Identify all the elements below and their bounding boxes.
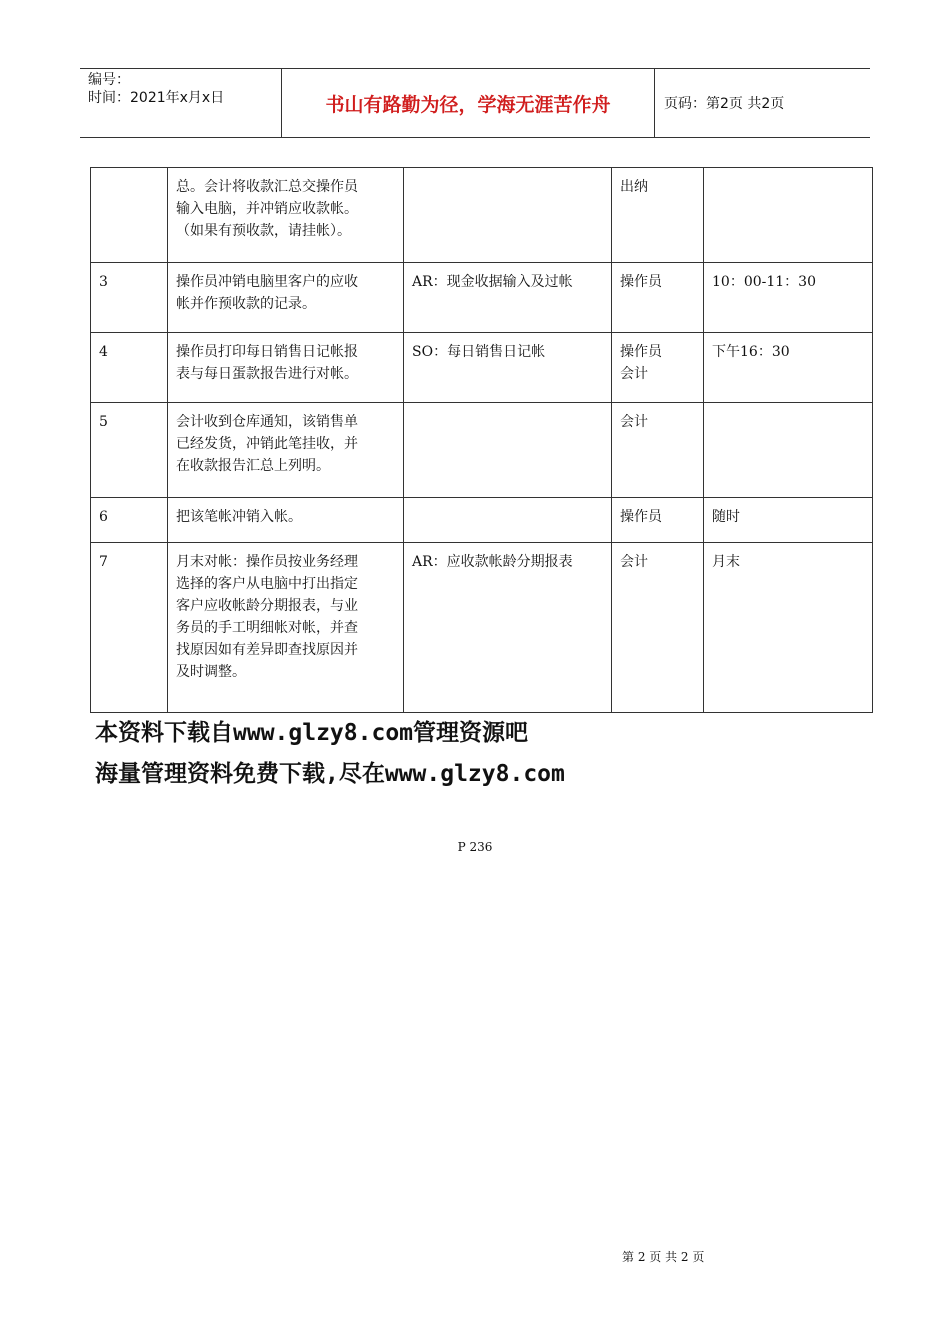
table-row xyxy=(91,498,873,543)
cell-role xyxy=(612,498,704,543)
cell-text: AR：应收款帐龄分期报表 xyxy=(412,554,573,570)
header-page-info: 页码：第2页 共2页 xyxy=(664,96,785,112)
cell-desc xyxy=(168,263,404,333)
cell-system xyxy=(404,543,612,713)
cell-text: 3 xyxy=(99,274,108,290)
cell-desc xyxy=(168,403,404,498)
page-header xyxy=(80,68,870,138)
cell-text: 下午16：30 xyxy=(712,344,790,360)
doc-time-label: 时间：2021年x月x日 xyxy=(88,90,225,106)
cell-text: 随时 xyxy=(712,509,740,525)
cell-desc xyxy=(168,333,404,403)
cell-desc xyxy=(168,543,404,713)
table-row xyxy=(91,168,873,263)
cell-role xyxy=(612,168,704,263)
cell-text: 把该笔帐冲销入帐。 xyxy=(176,509,302,525)
page-footer: 第 2 页 共 2 页 xyxy=(622,1250,705,1264)
watermark-line-2: 海量管理资料免费下载,尽在www.glzy8.com xyxy=(95,761,565,787)
cell-no xyxy=(91,168,168,263)
cell-text: 会计 xyxy=(620,414,648,430)
cell-text: 操作员打印每日销售日记帐报 表与每日蛋款报告进行对帐。 xyxy=(176,344,358,382)
cell-time xyxy=(704,543,873,713)
cell-time xyxy=(704,498,873,543)
cell-no xyxy=(91,543,168,713)
cell-no xyxy=(91,263,168,333)
watermark-line-1: 本资料下载自www.glzy8.com管理资源吧 xyxy=(95,720,529,746)
header-motto: 书山有路勤为径，学海无涯苦作舟 xyxy=(282,69,655,137)
cell-time xyxy=(704,263,873,333)
cell-text: 7 xyxy=(99,554,108,570)
cell-system xyxy=(404,403,612,498)
table-row xyxy=(91,263,873,333)
cell-role xyxy=(612,333,704,403)
cell-time xyxy=(704,168,873,263)
cell-system xyxy=(404,333,612,403)
cell-role xyxy=(612,543,704,713)
cell-system xyxy=(404,168,612,263)
cell-desc xyxy=(168,168,404,263)
cell-text: 会计 xyxy=(620,554,648,570)
cell-text: 10：00-11：30 xyxy=(712,274,816,290)
cell-no xyxy=(91,403,168,498)
procedure-table xyxy=(90,167,873,713)
cell-role xyxy=(612,403,704,498)
header-meta xyxy=(80,69,282,137)
cell-text: 总。会计将收款汇总交操作员 输入电脑，并冲销应收款帐。 （如果有预收款，请挂帐）。 xyxy=(176,179,358,239)
cell-text: 操作员冲销电脑里客户的应收 帐并作预收款的记录。 xyxy=(176,274,358,312)
cell-system xyxy=(404,498,612,543)
table-row xyxy=(91,543,873,713)
table-row xyxy=(91,333,873,403)
cell-text: 操作员 xyxy=(620,509,662,525)
cell-text: 5 xyxy=(99,414,108,430)
cell-text: 月末 xyxy=(712,554,740,570)
cell-text: 4 xyxy=(99,344,108,360)
cell-text: SO：每日销售日记帐 xyxy=(412,344,546,360)
cell-role xyxy=(612,263,704,333)
cell-text: 月末对帐：操作员按业务经理 选择的客户从电脑中打出指定 客户应收帐龄分期报表，与业 务员的手工明细帐对帐，并查 找原因如有差异即查找原因并 及时调整。 xyxy=(176,554,358,680)
cell-text: 出纳 xyxy=(620,179,648,195)
cell-no xyxy=(91,498,168,543)
table-row xyxy=(91,403,873,498)
cell-text: AR：现金收据输入及过帐 xyxy=(412,274,573,290)
cell-text: 操作员 xyxy=(620,274,662,290)
cell-text: 操作员 会计 xyxy=(620,344,662,382)
cell-text: 会计收到仓库通知，该销售单 已经发货，冲销此笔挂收，并 在收款报告汇总上列明。 xyxy=(176,414,358,474)
cell-system xyxy=(404,263,612,333)
page-number: P 236 xyxy=(457,840,493,854)
doc-number-label: 编号： xyxy=(88,72,130,88)
cell-desc xyxy=(168,498,404,543)
cell-time xyxy=(704,333,873,403)
cell-time xyxy=(704,403,873,498)
cell-text: 6 xyxy=(99,509,108,525)
cell-no xyxy=(91,333,168,403)
